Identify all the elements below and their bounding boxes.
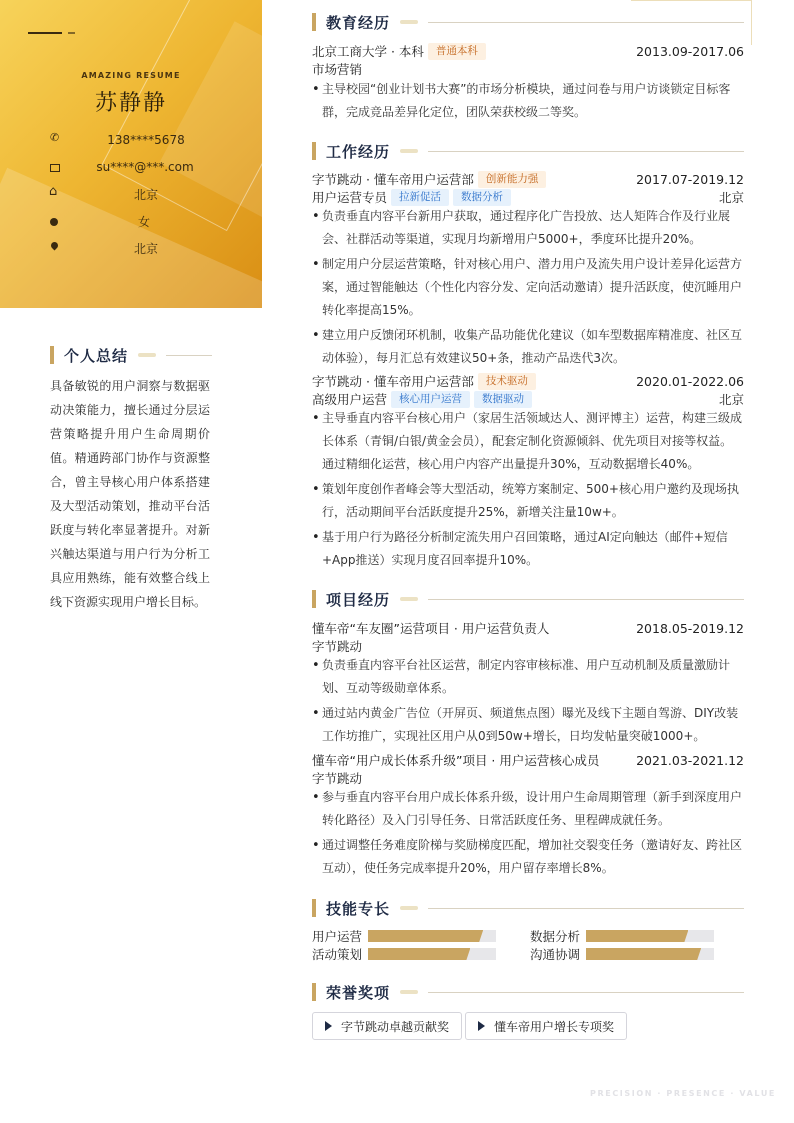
resume-tagline: AMAZING RESUME	[81, 71, 181, 80]
location-pin-icon	[50, 242, 62, 254]
bullet-item: • 制定用户分层运营策略，针对核心用户、潜力用户及流失用户设计差异化运营方案，通过智能触达（个性化内容分发、定向活动邀请）提升活跃度，使沉睡用户转化率提高15%。	[312, 253, 744, 322]
heading-pill	[400, 20, 418, 24]
heading-pill	[400, 597, 418, 601]
skill-name: 活动策划	[312, 947, 363, 962]
heading-bar	[312, 13, 316, 31]
project-org: 字节跳动	[312, 639, 363, 654]
heading-pill	[400, 906, 418, 910]
bullet-item: • 负责垂直内容平台新用户获取，通过程序化广告投放、达人矩阵合作及行业展会、社群活动等渠道，实现月均新增用户5000+，季度环比提升20%。	[312, 205, 744, 251]
section-title: 技能专长	[326, 899, 391, 918]
project-date: 2021.03-2021.12	[636, 752, 744, 768]
school-name: 北京工商大学 · 本科	[312, 44, 424, 59]
projects-heading	[312, 589, 744, 609]
bullet-item: • 主导垂直内容平台核心用户（家居生活领域达人、测评博主）运营，构建三级成长体系（青铜/白银/黄金会员），配套定制化资源倾斜、优先项目对接等权益。通过精细化运营，核心用户内容产出量提升30%，互动数据增长40%。	[312, 407, 744, 476]
heading-line	[428, 908, 744, 909]
heading-line	[166, 355, 212, 356]
heading-bar	[312, 590, 316, 608]
job-role: 用户运营专员	[312, 190, 388, 205]
summary-text: 具备敏锐的用户洞察与数据驱动决策能力，擅长通过分层运营策略提升用户生命周期价值。精通跨部门协作与资源整合，曾主导核心用户体系搭建及大型活动策划，推动平台活跃度与转化率显著提升。对新兴触达渠道与用户行为分析工具应用熟练，能有效整合线上线下资源实现用户增长目标。	[50, 379, 210, 609]
contact-location	[50, 239, 230, 257]
contact-phone	[50, 131, 230, 149]
education-major: 市场营销	[312, 62, 363, 77]
role-tag: 数据分析	[453, 189, 511, 206]
section-title: 项目经历	[326, 590, 391, 609]
job-bullets	[312, 407, 744, 574]
job-date: 2017.07-2019.12	[636, 171, 744, 187]
decorative-line	[28, 32, 62, 34]
skill-name: 用户运营	[312, 929, 363, 944]
project-name: 懂车帝“车友圈”运营项目 · 用户运营负责人	[312, 621, 550, 636]
gender-icon	[50, 218, 58, 226]
honor-badge	[465, 1012, 627, 1040]
heading-bar	[312, 983, 316, 1001]
contact-gender	[50, 212, 230, 230]
hometown-value: 北京	[133, 187, 158, 202]
education-heading	[312, 12, 744, 32]
job-city: 北京	[718, 392, 744, 407]
skill-item	[530, 928, 714, 944]
skill-name: 沟通协调	[530, 947, 581, 962]
education-bullets	[312, 78, 744, 126]
skill-fill	[368, 948, 470, 960]
location-value: 北京	[133, 241, 158, 256]
education-entry	[312, 42, 744, 60]
skill-item	[312, 946, 496, 962]
heading-line	[428, 151, 744, 152]
contact-hometown	[50, 185, 230, 203]
heading-line	[428, 22, 744, 23]
phone-value: 138****5678	[107, 133, 185, 147]
project-bullets	[312, 654, 744, 750]
education-major-row	[312, 60, 744, 78]
project-org: 字节跳动	[312, 771, 363, 786]
skill-bar	[586, 948, 714, 960]
heading-bar	[312, 899, 316, 917]
bullet-item: • 建立用户反馈闭环机制，收集产品功能优化建议（如车型数据库精准度、社区互动体验），每月汇总有效建议50+条，推动产品迭代3次。	[312, 324, 744, 370]
education-tag: 普通本科	[428, 43, 486, 60]
job-header	[312, 170, 744, 188]
education-date: 2013.09-2017.06	[636, 43, 744, 59]
job-header	[312, 372, 744, 390]
heading-pill	[400, 149, 418, 153]
skill-fill	[586, 930, 688, 942]
project-org-row	[312, 637, 744, 655]
skill-fill	[368, 930, 483, 942]
gender-value: 女	[137, 214, 150, 229]
job-role-row	[312, 390, 744, 408]
company-name: 字节跳动 · 懂车帝用户运营部	[312, 374, 474, 389]
section-title: 荣誉奖项	[326, 983, 391, 1002]
decorative-dash	[68, 32, 75, 34]
job-bullets	[312, 205, 744, 372]
skill-item	[530, 946, 714, 962]
honor-label: 字节跳动卓越贡献奖	[341, 1019, 450, 1034]
heading-line	[428, 992, 744, 993]
heading-pill	[400, 990, 418, 994]
job-role: 高级用户运营	[312, 392, 388, 407]
skill-name: 数据分析	[530, 929, 581, 944]
skill-bar	[586, 930, 714, 942]
bullet-item: • 主导校园“创业计划书大赛”的市场分析模块，通过问卷与用户访谈锁定目标客群，完成竞品差异化定位，团队荣获校级二等奖。	[312, 78, 744, 124]
bullet-item: • 策划年度创作者峰会等大型活动，统筹方案制定、500+核心用户邀约及现场执行，活动期间平台活跃度提升25%，新增关注量10w+。	[312, 478, 744, 524]
contact-email	[50, 158, 230, 176]
bullet-item: • 基于用户行为路径分析制定流失用户召回策略，通过AI定向触达（邮件+短信+App推送）实现月度召回率提升10%。	[312, 526, 744, 572]
company-name: 字节跳动 · 懂车帝用户运营部	[312, 172, 474, 187]
bullet-item: • 负责垂直内容平台社区运营，制定内容审核标准、用户互动机制及质量激励计划、互动等级勋章体系。	[312, 654, 744, 700]
role-tag: 核心用户运营	[391, 391, 470, 408]
skill-bar	[368, 930, 496, 942]
skills-heading	[312, 898, 744, 918]
mail-icon	[50, 164, 60, 172]
heading-bar	[312, 142, 316, 160]
summary-heading	[50, 345, 212, 365]
honor-badge	[312, 1012, 462, 1040]
section-title: 个人总结	[64, 346, 129, 365]
section-title: 教育经历	[326, 13, 391, 32]
project-bullets	[312, 786, 744, 882]
profile-card	[0, 0, 262, 308]
bullet-item: • 通过调整任务难度阶梯与奖励梯度匹配，增加社交裂变任务（邀请好友、跨社区互动），使任务完成率提升20%，用户留存率增长8%。	[312, 834, 744, 880]
honors-heading	[312, 982, 744, 1002]
footer-watermark: PRECISION · PRESENCE · VALUE	[590, 1089, 776, 1098]
bullet-item: • 通过站内黄金广告位（开屏页、频道焦点图）曝光及线下主题自驾游、DIY改装工作坊推广，实现社区用户从0到50w+增长，日均发帖量突破1000+。	[312, 702, 744, 748]
bullet-item: • 参与垂直内容平台用户成长体系升级，设计用户生命周期管理（新手到深度用户转化路径）及入门引导任务、日常活跃度任务、里程碑成就任务。	[312, 786, 744, 832]
project-org-row	[312, 769, 744, 787]
heading-line	[428, 599, 744, 600]
home-icon	[50, 188, 62, 200]
email-value: su****@***.com	[96, 160, 194, 174]
heading-bar	[50, 346, 54, 364]
job-city: 北京	[718, 190, 744, 205]
skill-item	[312, 928, 496, 944]
project-date: 2018.05-2019.12	[636, 620, 744, 636]
triangle-icon	[478, 1021, 485, 1031]
project-name: 懂车帝“用户成长体系升级”项目 · 用户运营核心成员	[312, 753, 600, 768]
job-role-row	[312, 188, 744, 206]
section-title: 工作经历	[326, 142, 391, 161]
phone-icon	[50, 134, 62, 146]
job-date: 2020.01-2022.06	[636, 373, 744, 389]
heading-pill	[138, 353, 156, 357]
role-tag: 拉新促活	[391, 189, 449, 206]
project-header	[312, 751, 744, 769]
job-tag: 创新能力强	[478, 171, 547, 188]
skill-fill	[586, 948, 701, 960]
skill-bar	[368, 948, 496, 960]
work-heading	[312, 141, 744, 161]
honor-label: 懂车帝用户增长专项奖	[494, 1019, 615, 1034]
triangle-icon	[325, 1021, 332, 1031]
candidate-name: 苏静静	[94, 91, 167, 116]
job-tag: 技术驱动	[478, 373, 536, 390]
role-tag: 数据驱动	[474, 391, 532, 408]
project-header	[312, 619, 744, 637]
